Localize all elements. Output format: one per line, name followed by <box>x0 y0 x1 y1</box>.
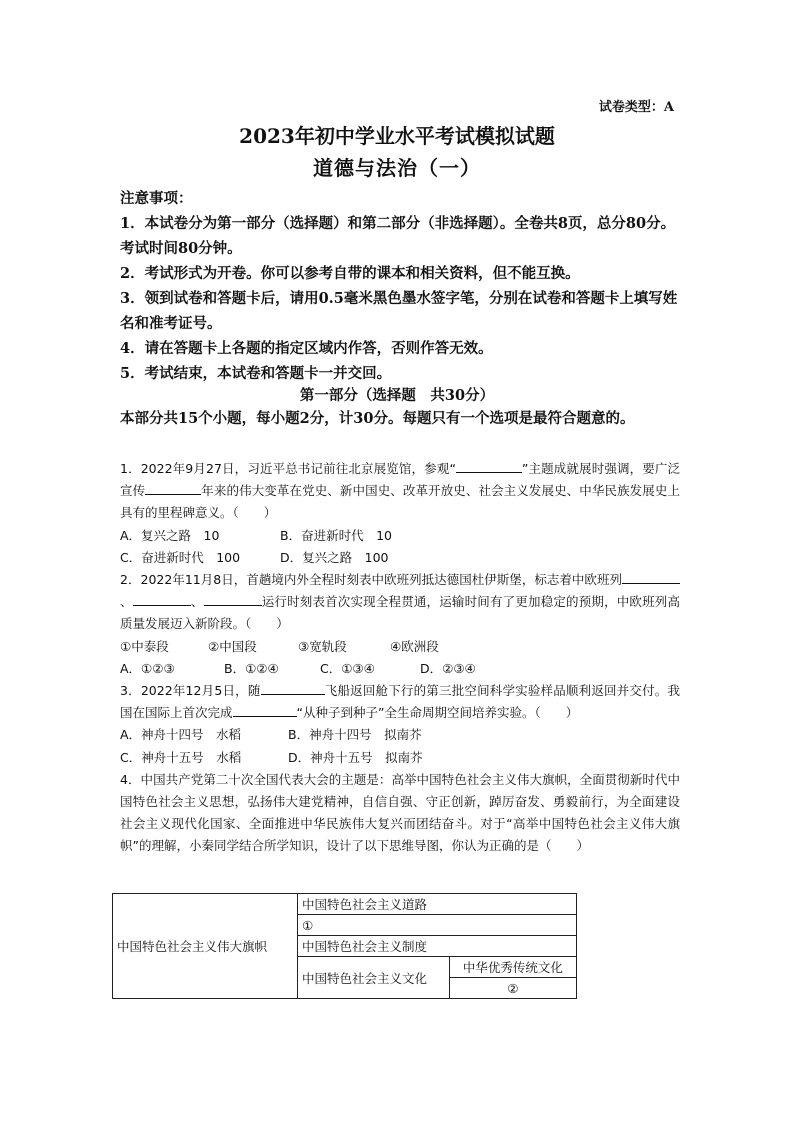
q2-options-row <box>120 658 680 680</box>
exam-subject: 道德与法治（一） <box>313 156 481 180</box>
q1-option-a: A．复兴之路 10 <box>120 527 220 543</box>
q2-text: 运行时刻表首次实现全程贯通，运输时间有了更加稳定的预期，中欧班列高质量发展迈入新阶段。（ ） <box>120 594 680 632</box>
q2-option-d: D．②③④ <box>420 660 476 676</box>
mind-map-slot-1: ① <box>298 915 577 936</box>
q1-option-b: B．奋进新时代 10 <box>280 527 392 543</box>
paper-type-label: 试卷类型：A <box>598 100 674 115</box>
mind-map-tradition: 中华优秀传统文化 <box>449 957 576 978</box>
question-4: 4．中国共产党第二十次全国代表大会的主题是：高举中国特色社会主义伟大旗帜，全面贯彻新时代中国特色社会主义思想，弘扬伟大建党精神，自信自强、守正创新，踔厉奋发、勇毅前行，为全面建设社会主义现代化国家、全面推进中华民族伟大复兴而团结奋斗。对于“高举中国特色社会主义伟大旗帜”的理解，小秦同学结合所学知识，设计了以下思维导图，你认为正确的是（ ） <box>120 771 680 854</box>
mind-map-system: 中国特色社会主义制度 <box>298 936 577 957</box>
q3-text: 3．2022年12月5日，随 <box>120 683 261 699</box>
q1-text: 1．2022年9月27日，习近平总书记前往北京展览馆，参观“ <box>120 461 456 476</box>
answer-blank <box>204 591 262 606</box>
answer-blank <box>261 680 325 695</box>
q2-option-c: C．①③④ <box>320 660 375 676</box>
q3-options-row <box>120 724 680 746</box>
q1-options-row <box>120 525 680 547</box>
notes-heading: 注意事项： <box>120 190 193 207</box>
q1-options-row <box>120 547 680 569</box>
q3-text: 飞船返回舱下行的第三批空间科学实验样品顺利返回并交付。我国在国际上首次完成 <box>120 683 680 721</box>
q2-items-row <box>120 636 680 658</box>
exam-title: 2023年初中学业水平考试模拟试题 <box>239 124 555 148</box>
answer-blank <box>233 702 297 717</box>
q2-option-b: B．①②④ <box>224 660 279 676</box>
mind-map-root: 中国特色社会主义伟大旗帜 <box>113 894 298 999</box>
q2-item: ②中国段 <box>208 638 257 654</box>
question-2 <box>120 569 680 636</box>
questions <box>120 458 680 858</box>
mind-map-slot-2: ② <box>449 978 576 999</box>
answer-blank <box>622 569 680 584</box>
q3-options-row <box>120 747 680 769</box>
part1-intro: 本部分共15个小题，每小题2分，计30分。每题只有一个选项是最符合题意的。 <box>120 410 635 427</box>
q2-item: ③宽轨段 <box>298 638 347 654</box>
q2-text: 、 <box>190 594 204 610</box>
q3-option-c: C．神舟十五号 水稻 <box>120 749 242 765</box>
q1-text: ”主题成就展时强调，要广泛宣传 <box>120 461 680 499</box>
q2-option-a: A．①②③ <box>120 660 175 676</box>
note-item: 5．考试结束，本试卷和答题卡一并交回。 <box>120 365 392 382</box>
q3-option-a: A．神舟十四号 水稻 <box>120 727 242 743</box>
note-item: 4．请在答题卡上各题的指定区域内作答，否则作答无效。 <box>120 340 493 357</box>
q1-option-c: C．奋进新时代 100 <box>120 549 241 565</box>
q1-text: 年来的伟大变革在党史、新中国史、改革开放史、社会主义发展史、中华民族发展史上具有的里程碑意义。（ ） <box>120 483 680 521</box>
q3-option-b: B．神舟十四号 拟南芥 <box>288 727 422 743</box>
note-item: 3．领到试卷和答题卡后，请用0.5毫米黑色墨水签字笔，分别在试卷和答题卡上填写姓名和准考证号。 <box>120 290 678 332</box>
mind-map-table <box>112 893 577 999</box>
mind-map-road: 中国特色社会主义道路 <box>298 894 577 915</box>
answer-blank <box>456 458 522 473</box>
q3-text: “从种子到种子”全生命周期空间培养实验。（ ） <box>296 705 579 721</box>
answer-blank <box>133 591 191 606</box>
q1-option-d: D．复兴之路 100 <box>280 549 389 565</box>
note-item: 1．本试卷分为第一部分（选择题）和第二部分（非选择题）。全卷共8页，总分80分。考试时间80分钟。 <box>120 215 676 257</box>
question-3 <box>120 680 680 724</box>
answer-blank <box>145 480 201 495</box>
q2-text: 2．2022年11月8日，首趟境内外全程时刻表中欧班列抵达德国杜伊斯堡，标志着中欧班列 <box>120 572 622 588</box>
q2-text: 、 <box>120 594 133 610</box>
notes-section <box>120 186 680 386</box>
q2-item: ④欧洲段 <box>390 638 439 654</box>
note-item: 2．考试形式为开卷。你可以参考自带的课本和相关资料，但不能互换。 <box>120 265 580 282</box>
question-1 <box>120 458 680 525</box>
mind-map-culture: 中国特色社会主义文化 <box>298 957 450 999</box>
q2-item: ①中泰段 <box>120 638 169 654</box>
part1-heading: 第一部分（选择题 共30分） <box>299 387 495 404</box>
q3-option-d: D．神舟十五号 拟南芥 <box>288 749 423 765</box>
